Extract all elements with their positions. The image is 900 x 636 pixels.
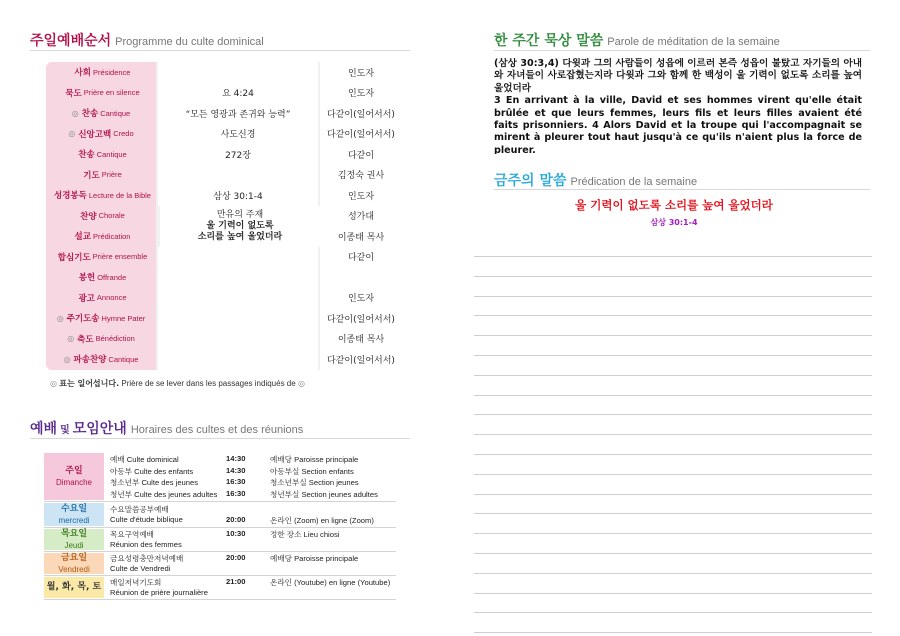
order-title-fr: Programme du culte dominical xyxy=(115,36,264,48)
order-row xyxy=(46,329,402,350)
legend-symbol-end: ◎ xyxy=(297,379,305,388)
order-leader: 인도자 xyxy=(347,294,375,305)
order-label-fr: Prière en silence xyxy=(83,88,140,98)
standing-mark-icon: ◎ xyxy=(63,354,71,364)
legend-fr: Prière de se lever dans les passages indiqués de xyxy=(121,379,296,388)
schedule-body xyxy=(104,452,396,501)
schedule-place: 예배당 Paroisse principale xyxy=(270,553,359,563)
note-line xyxy=(474,434,872,435)
schedule-time: 16:30 xyxy=(226,477,246,486)
order-row xyxy=(46,185,402,206)
schedule-day-fr: Jeudi xyxy=(64,540,84,550)
standing-mark-icon: ◎ xyxy=(56,313,64,323)
order-label-fr: Cantique xyxy=(100,108,131,118)
note-line xyxy=(474,375,872,376)
note-line xyxy=(474,533,872,534)
note-line xyxy=(474,315,872,316)
order-row xyxy=(46,247,402,268)
sermon-title-fr: Prédication de la semaine xyxy=(570,176,698,188)
order-label-ko: 사회 xyxy=(74,68,91,79)
order-label-cell xyxy=(46,144,156,165)
schedule-day-fr: mercredi xyxy=(58,515,90,525)
schedule-name: Réunion de prière journalière xyxy=(110,588,208,597)
schedule-body xyxy=(104,502,396,527)
order-content: 272장 xyxy=(225,150,251,161)
sermon-title-ko: 금주의 말씀 xyxy=(494,173,567,189)
schedule-section-title xyxy=(30,418,303,438)
order-label-cell xyxy=(46,247,156,268)
schedule-day-badge xyxy=(44,503,104,526)
schedule-line xyxy=(104,477,396,489)
order-label-fr: Offrande xyxy=(97,272,127,282)
standing-mark-icon: ◎ xyxy=(67,334,75,344)
order-content: 사도신경 xyxy=(220,130,256,141)
order-content: “모든 영광과 존귀와 능력” xyxy=(185,109,291,120)
order-content-cell xyxy=(158,144,318,165)
order-label-fr: Cantique xyxy=(96,149,127,159)
order-title-ko: 주일예배순서 xyxy=(30,33,112,49)
order-label-cell xyxy=(46,267,156,288)
schedule-place: 청년부실 Section jeunes adultes xyxy=(270,489,378,499)
order-content-cell xyxy=(158,247,318,268)
meditation-title-ko: 한 주간 묵상 말씀 xyxy=(494,33,604,49)
schedule-row xyxy=(44,452,396,502)
meditation-ko: (삼상 30:3,4) 다윗과 그의 사람들이 성읍에 이르러 본즉 성읍이 불탔고 자기들의 아내와 자녀들이 사로잡혔는지라 다윗과 그와 함께 한 백성이 울 기력이 없도록 소리를 높여 울었더라 xyxy=(494,58,862,94)
order-label-fr: Hymne Pater xyxy=(101,313,146,323)
schedule-line xyxy=(104,466,396,478)
schedule-name: 금요성령충만저녁예배 xyxy=(110,553,184,563)
schedule-name: 목요구역예배 xyxy=(110,529,155,539)
order-label-ko: 합심기도 xyxy=(57,252,91,263)
schedule-line xyxy=(104,540,396,552)
order-label-fr: Prière xyxy=(101,170,122,180)
schedule-day-badge xyxy=(44,453,104,500)
schedule-line xyxy=(104,489,396,501)
order-content: 삼상 30:1-4 xyxy=(213,191,263,202)
schedule-line xyxy=(104,553,396,565)
note-line xyxy=(474,632,872,633)
order-leader: 다같이(일어서서) xyxy=(327,355,395,366)
schedule-row xyxy=(44,502,396,528)
schedule-time: 21:00 xyxy=(226,576,246,586)
schedule-line xyxy=(104,577,396,589)
order-label-fr: Présidence xyxy=(92,67,131,77)
order-content-cell xyxy=(158,267,318,288)
standing-mark-icon: ◎ xyxy=(71,108,79,118)
order-content-cell xyxy=(158,165,318,186)
note-line xyxy=(474,414,872,415)
order-row xyxy=(46,308,402,329)
schedule-day-fr: Vendredi xyxy=(58,564,90,574)
order-row xyxy=(46,349,402,370)
schedule-body xyxy=(104,552,396,575)
order-leader-cell xyxy=(320,226,402,247)
schedule-name: 아동부 Culte des enfants xyxy=(110,466,194,476)
order-row xyxy=(46,288,402,309)
meditation-text xyxy=(494,58,862,154)
schedule-name: 청년부 Culte des jeunes adultes xyxy=(110,489,218,499)
order-content-cell xyxy=(158,329,318,350)
note-line xyxy=(474,593,872,594)
schedule-time: 16:30 xyxy=(226,488,246,498)
schedule-place: 온라인 (Youtube) en ligne (Youtube) xyxy=(270,577,391,587)
order-content-cell xyxy=(158,83,318,104)
schedule-title-ko-b: 및 xyxy=(60,425,70,436)
meditation-fr: 3 En arrivant à la ville, David et ses hommes virent qu'elle était brûlée et que leurs femmes, leurs fils et leurs filles avaient été faits prisonniers. 4 Alors David et la troupe qui l'accompagnait se mirent à pleurer tout haut jusqu'à ce qu'ils n'aient plus la force de pleurer. xyxy=(494,95,862,154)
order-leader-cell xyxy=(320,83,402,104)
schedule-title-ko-a: 예배 xyxy=(30,421,58,437)
sermon-cell-line2: 소리를 높여 울었더라 xyxy=(197,231,283,242)
order-label-cell xyxy=(46,103,156,124)
order-label-cell xyxy=(46,165,156,186)
order-leader: 성가대 xyxy=(347,212,375,223)
order-label-cell xyxy=(46,308,156,329)
schedule-line xyxy=(104,504,396,516)
order-leader: 다같이(일어서서) xyxy=(327,109,395,120)
schedule-place: 예배당 Paroisse principale xyxy=(270,455,359,464)
schedule-time: 10:30 xyxy=(226,528,246,538)
order-label-cell xyxy=(46,349,156,370)
order-leader: 김정숙 권사 xyxy=(337,171,385,182)
note-line xyxy=(474,573,872,574)
schedule-place: 청소년부실 Section jeunes xyxy=(270,478,359,487)
schedule-day-ko: 목요일 xyxy=(60,528,88,539)
sermon-cell-line1: 울 기력이 없도록 xyxy=(206,220,274,231)
note-line xyxy=(474,355,872,356)
note-line xyxy=(474,276,872,277)
order-leader-cell xyxy=(320,329,402,350)
schedule-time: 14:30 xyxy=(226,454,246,463)
schedule-title-ko-c: 모임안내 xyxy=(72,421,127,437)
order-row xyxy=(46,165,402,186)
order-label-ko: 설교 xyxy=(74,232,91,243)
meditation-title-fr: Parole de méditation de la semaine xyxy=(607,36,780,48)
sermon-title-divider xyxy=(494,189,870,190)
schedule-line xyxy=(104,529,396,541)
schedule-time: 20:00 xyxy=(226,515,246,524)
order-leader-cell xyxy=(320,62,402,83)
schedule-place: 아동부실 Section enfants xyxy=(270,466,354,476)
schedule-body xyxy=(104,528,396,551)
order-label-cell xyxy=(46,62,156,83)
order-label-ko: 파송찬양 xyxy=(73,355,107,366)
order-label-ko: 찬송 xyxy=(78,150,95,161)
sermon-title: 울 기력이 없도록 소리를 높여 울었더라 xyxy=(575,198,773,212)
note-line xyxy=(474,474,872,475)
order-label-fr: Credo xyxy=(113,129,134,139)
order-label-cell xyxy=(46,329,156,350)
schedule-name: 매일저녁기도회 xyxy=(110,577,162,587)
order-row xyxy=(46,83,402,104)
order-label-cell xyxy=(46,185,156,206)
order-row xyxy=(46,144,402,165)
schedule-day-ko: 금요일 xyxy=(60,552,88,563)
schedule-title-divider xyxy=(30,438,410,439)
order-leader: 다같이 xyxy=(347,253,375,264)
order-leader: 인도자 xyxy=(347,89,375,100)
schedule-line xyxy=(104,564,396,576)
order-leader: 인도자 xyxy=(347,68,375,79)
order-leader-cell xyxy=(320,185,402,206)
order-leader-cell xyxy=(320,103,402,124)
order-content-cell xyxy=(158,124,318,145)
schedule-title-fr: Horaires des cultes et des réunions xyxy=(130,424,304,436)
schedule-name: 청소년부 Culte des jeunes xyxy=(110,478,199,487)
order-leader-cell xyxy=(320,124,402,145)
order-row xyxy=(46,103,402,124)
order-label-ko: 묵도 xyxy=(65,88,82,99)
order-content-cell xyxy=(158,103,318,124)
note-line xyxy=(474,553,872,554)
schedule-day-ko: 월, 화, 목, 토 xyxy=(46,582,102,592)
chorale-sermon-cell xyxy=(160,206,320,247)
schedule-day-ko: 주일 xyxy=(65,465,83,476)
order-label-fr: Bénédiction xyxy=(95,334,135,344)
schedule-day-badge xyxy=(44,577,104,598)
order-label-ko: 광고 xyxy=(78,293,95,304)
order-content-cell xyxy=(158,185,318,206)
order-label-cell xyxy=(46,206,156,227)
chorale-title: 만유의 주재 xyxy=(216,209,264,220)
order-leader-cell xyxy=(320,267,402,288)
order-content-cell xyxy=(158,62,318,83)
order-leader-cell xyxy=(320,288,402,309)
schedule-row xyxy=(44,528,396,552)
note-line xyxy=(474,256,872,257)
order-label-ko: 성경봉독 xyxy=(54,191,87,202)
order-label-fr: Chorale xyxy=(98,211,125,221)
schedule-name: 예배 Culte dominical xyxy=(110,455,179,464)
schedule-line xyxy=(104,454,396,466)
order-section-title xyxy=(30,30,264,50)
order-label-ko: 기도 xyxy=(83,170,100,181)
order-row xyxy=(46,62,402,83)
order-content-cell xyxy=(158,308,318,329)
note-line xyxy=(474,494,872,495)
order-of-service-table xyxy=(46,62,402,370)
order-leader-cell xyxy=(320,206,402,227)
order-leader: 인도자 xyxy=(347,191,375,202)
order-leader: 다같이(일어서서) xyxy=(327,130,395,141)
order-label-ko: 봉헌 xyxy=(78,273,96,284)
note-line xyxy=(474,513,872,514)
note-line xyxy=(474,612,872,613)
order-label-ko: 찬양 xyxy=(80,211,97,222)
schedule-name: 수요말씀공부예배 xyxy=(110,504,169,514)
sermon-reference: 삼상 30:1-4 xyxy=(650,218,698,227)
order-leader-cell xyxy=(320,144,402,165)
schedule-line xyxy=(104,515,396,527)
schedule-time: 20:00 xyxy=(226,552,246,562)
meditation-title-divider xyxy=(494,50,870,51)
order-label-fr: Prédication xyxy=(92,231,131,241)
order-title-divider xyxy=(30,50,410,51)
note-line xyxy=(474,395,872,396)
order-leader: 이종태 목사 xyxy=(337,335,385,346)
order-leader: 이종태 목사 xyxy=(337,232,385,243)
legend-ko: 표는 일어섭니다. xyxy=(59,379,120,388)
order-label-cell xyxy=(46,83,156,104)
order-label-ko: 주기도송 xyxy=(66,314,100,325)
schedule-day-badge xyxy=(44,553,104,574)
schedule-day-ko: 수요일 xyxy=(60,503,88,514)
order-label-cell xyxy=(46,226,156,247)
order-content-cell xyxy=(158,288,318,309)
schedule-row xyxy=(44,552,396,576)
order-leader-cell xyxy=(320,308,402,329)
schedule-day-fr: Dimanche xyxy=(55,477,92,487)
order-label-fr: Cantique xyxy=(108,354,139,364)
order-leader-cell xyxy=(320,247,402,268)
schedule-name: Culte d'étude biblique xyxy=(110,515,183,524)
legend-symbol: ◎ xyxy=(50,379,57,388)
order-label-cell xyxy=(46,288,156,309)
order-content-cell xyxy=(158,349,318,370)
note-line xyxy=(474,454,872,455)
legend-note xyxy=(50,378,305,389)
schedule-body xyxy=(104,576,396,599)
schedule-time: 14:30 xyxy=(226,465,246,475)
order-label-fr: Annonce xyxy=(96,293,127,303)
schedule-name: Réunion des femmes xyxy=(110,540,182,549)
schedule-place: 정한 장소 Lieu chiosi xyxy=(270,529,340,539)
note-line xyxy=(474,296,872,297)
schedule-row xyxy=(44,576,396,600)
order-content: 요 4:24 xyxy=(222,89,254,100)
schedule-place: 온라인 (Zoom) en ligne (Zoom) xyxy=(270,516,374,525)
order-leader: 다같이 xyxy=(347,150,375,161)
schedule-name: Culte de Vendredi xyxy=(110,564,171,573)
order-label-cell xyxy=(46,124,156,145)
schedule-day-badge xyxy=(44,529,104,550)
order-label-ko: 찬송 xyxy=(81,109,99,120)
order-row xyxy=(46,124,402,145)
order-leader-cell xyxy=(320,349,402,370)
order-label-ko: 축도 xyxy=(77,334,94,345)
order-leader: 다같이(일어서서) xyxy=(327,314,395,325)
order-leader-cell xyxy=(320,165,402,186)
meditation-section-title xyxy=(494,30,780,50)
order-label-ko: 신앙고백 xyxy=(78,129,112,140)
note-line xyxy=(474,335,872,336)
order-label-fr: Prière ensemble xyxy=(92,252,148,262)
schedule-line xyxy=(104,588,396,600)
standing-mark-icon: ◎ xyxy=(68,129,76,139)
sermon-section-title xyxy=(494,170,697,190)
order-row xyxy=(46,267,402,288)
order-label-fr: Lecture de la Bible xyxy=(88,190,151,200)
